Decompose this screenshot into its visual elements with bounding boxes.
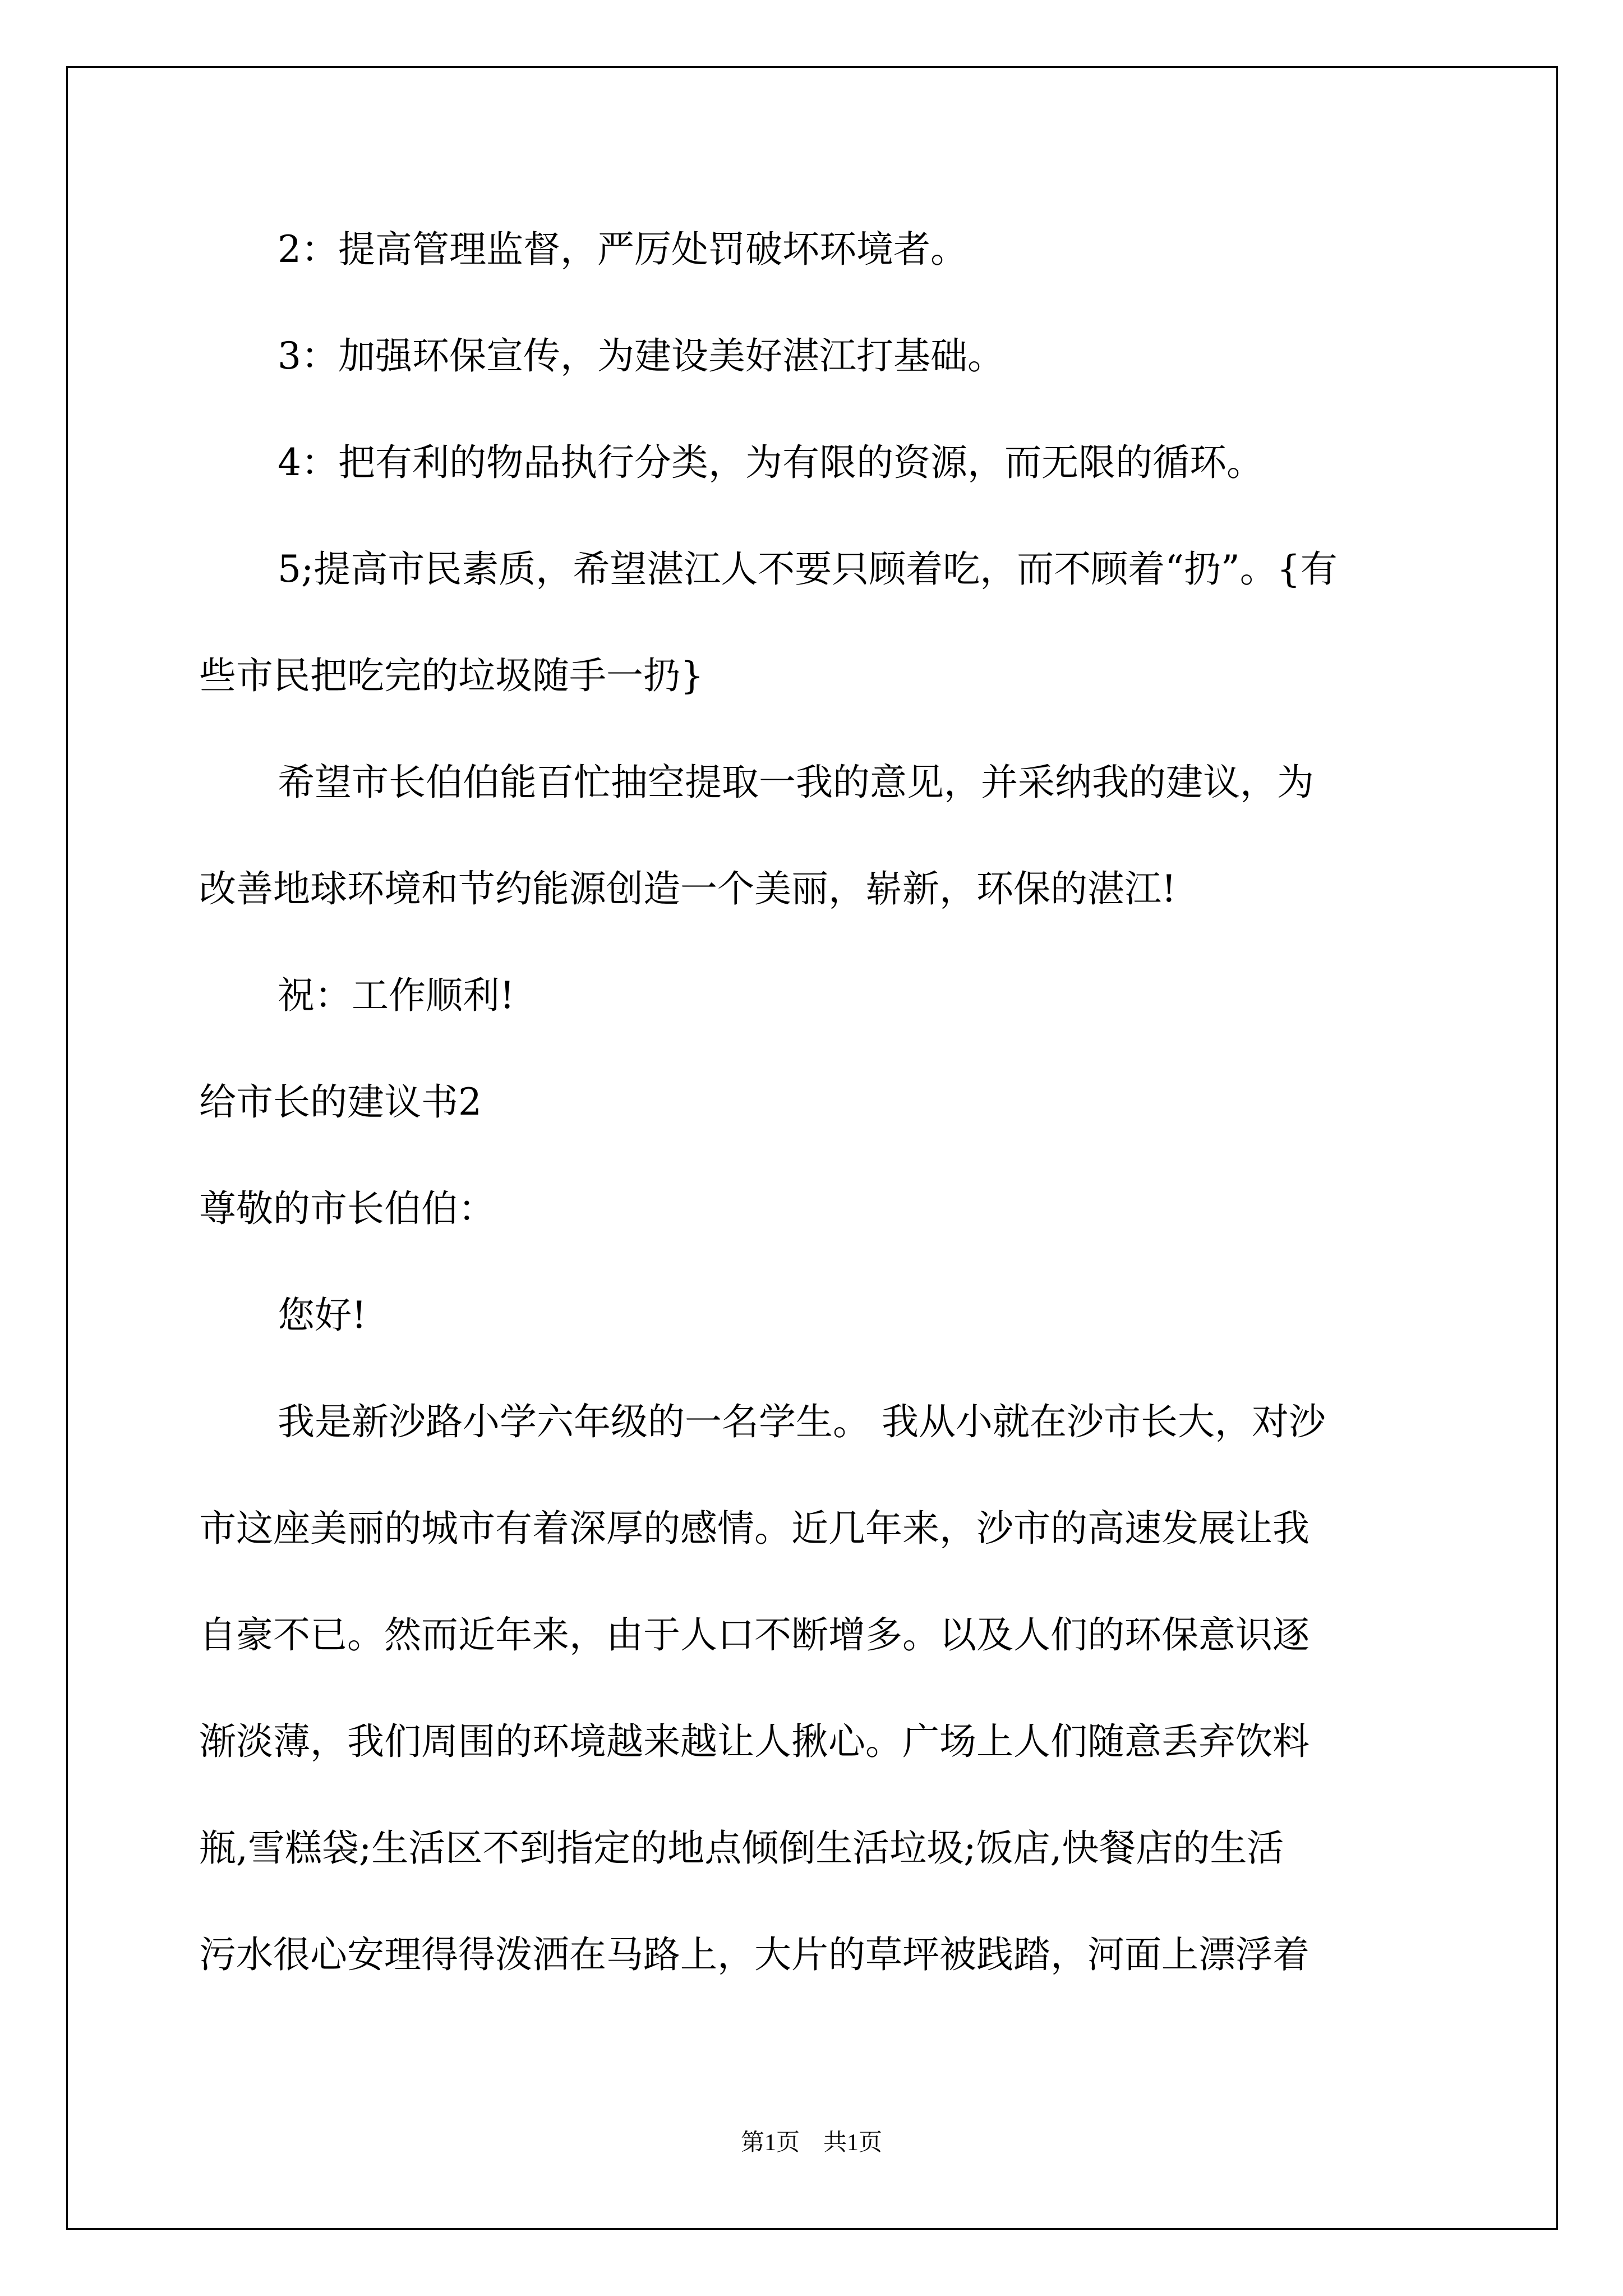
paragraph-line: 渐淡薄，我们周围的环境越来越让人揪心。广场上人们随意丢弃饮料 bbox=[199, 1720, 1310, 1763]
paragraph-line: 3：加强环保宣传，为建设美好湛江打基础。 bbox=[278, 334, 1004, 378]
paragraph-line: 4：把有利的物品执行分类，为有限的资源，而无限的循环。 bbox=[278, 441, 1264, 484]
paragraph-line: 希望市长伯伯能百忙抽空提取一我的意见，并采纳我的建议，为 bbox=[278, 761, 1314, 804]
paragraph-line: 5;提高市民素质，希望湛江人不要只顾着吃，而不顾着“扔”。{有 bbox=[278, 547, 1338, 591]
paragraph-line: 我是新沙路小学六年级的一名学生。 我从小就在沙市长大，对沙 bbox=[278, 1400, 1326, 1443]
paragraph-line: 改善地球环境和节约能源创造一个美丽，崭新，环保的湛江! bbox=[199, 867, 1177, 910]
paragraph-line: 自豪不已。然而近年来，由于人口不断增多。以及人们的环保意识逐 bbox=[199, 1613, 1310, 1657]
paragraph-line: 市这座美丽的城市有着深厚的感情。近几年来，沙市的高速发展让我 bbox=[199, 1507, 1310, 1550]
paragraph-line: 些市民把吃完的垃圾随手一扔} bbox=[199, 654, 704, 697]
paragraph-line: 瓶,雪糕袋;生活区不到指定的地点倾倒生活垃圾;饭店,快餐店的生活 bbox=[199, 1826, 1284, 1870]
closing-wish: 祝：工作顺利! bbox=[278, 974, 515, 1017]
salutation: 尊敬的市长伯伯： bbox=[199, 1187, 495, 1230]
paragraph-line: 污水很心安理得得泼洒在马路上，大片的草坪被践踏，河面上漂浮着 bbox=[199, 1933, 1310, 1976]
page-border bbox=[66, 66, 1558, 2230]
letter-title: 给市长的建议书2 bbox=[199, 1080, 482, 1124]
greeting: 您好! bbox=[278, 1294, 367, 1337]
paragraph-line: 2：提高管理监督，严厉处罚破坏环境者。 bbox=[278, 228, 967, 271]
page-number-footer: 第1页 共1页 bbox=[740, 2130, 882, 2156]
